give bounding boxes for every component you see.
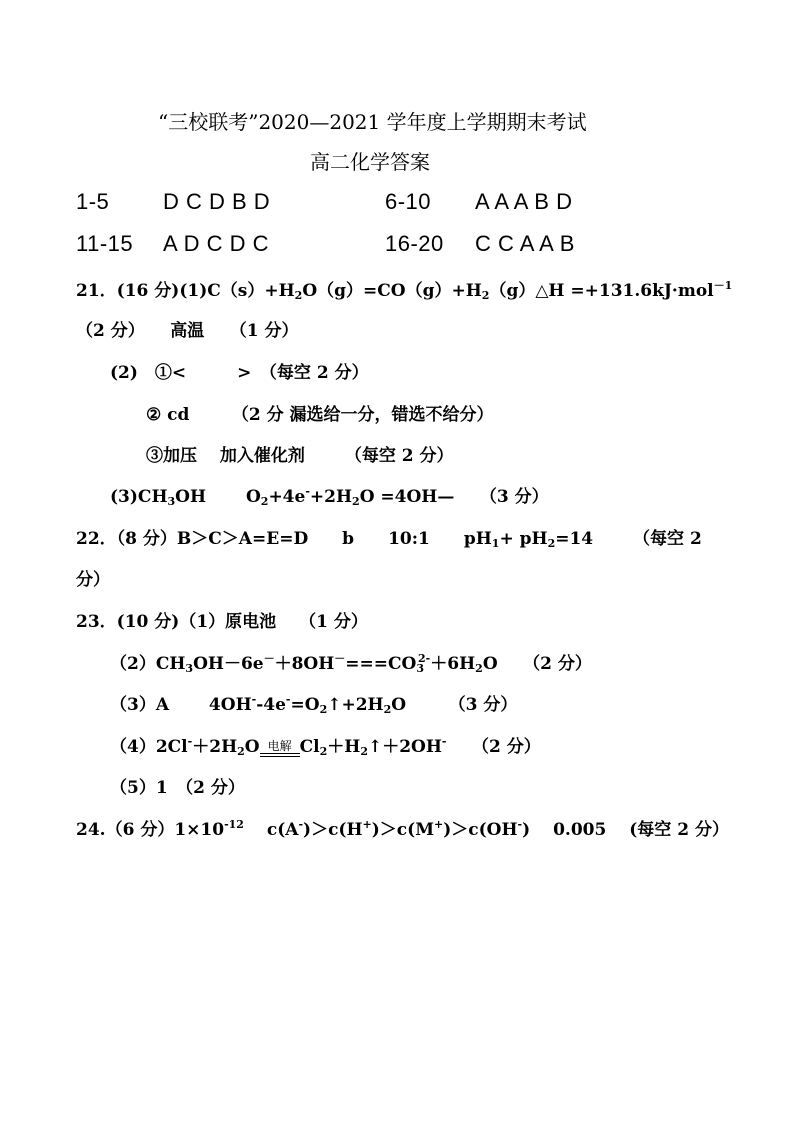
subscript: 2 (319, 745, 328, 758)
subscript: 2 (260, 495, 269, 508)
q23-text: ＋6H (430, 654, 476, 674)
q24-text: )＞c(H (303, 820, 363, 840)
q23-line-2 (110, 649, 592, 675)
superscript: － (263, 652, 275, 665)
superscript: - (251, 693, 257, 706)
q21-text: +4e (268, 487, 306, 507)
superscript: 2- (418, 652, 431, 665)
mc-answers-16-20: C C A A B (475, 231, 575, 256)
q21-text: (3)CH (110, 487, 168, 507)
q21-text: OH O (175, 487, 261, 507)
superscript: + (434, 818, 444, 831)
superscript: - (298, 818, 304, 831)
q22-text: + pH (499, 529, 548, 549)
q23-text: ===CO (345, 654, 417, 674)
superscript: － (334, 652, 346, 665)
q23-text: O （2 分） (482, 654, 592, 674)
subscript: 2 (481, 289, 490, 302)
subscript: 2 (237, 745, 245, 758)
superscript: + (362, 818, 372, 831)
q23-text: ＋8OH (274, 654, 335, 674)
mc-range-6-10: 6-10 (385, 189, 432, 214)
superscript: - (305, 485, 310, 498)
mc-answers-6-10: A A A B D (475, 189, 573, 214)
q23-text: （4）2Cl (110, 737, 188, 757)
q23-line-4 (110, 732, 541, 758)
mc-range-16-20: 16-20 (385, 231, 444, 256)
q21-text: +2H (309, 487, 353, 507)
q24-text: )＞c(OH (443, 820, 518, 840)
q23-text: =O (290, 695, 320, 715)
q23-text: -4e (256, 695, 286, 715)
superscript: - (441, 735, 447, 748)
subscript: 2 (294, 289, 303, 302)
q21-text: O（g）=CO（g）+H (302, 281, 482, 301)
q24-line-1 (76, 815, 729, 840)
q21-line-4: ② cd （2 分 漏选给一分，错选不给分） (146, 405, 494, 425)
q21-line-5: ③加压 加入催化剂 （每空 2 分） (146, 446, 454, 466)
condition-label: 电解 (267, 739, 292, 753)
subscript: 2 (383, 703, 392, 716)
q24-text: 24.（6 分）1×10 (76, 820, 225, 840)
page-subtitle: 高二化学答案 (310, 150, 430, 174)
superscript: - (285, 693, 291, 706)
q21-text: O =4OH— （3 分） (359, 487, 549, 507)
mc-answers-1-5: D C D B D (163, 189, 271, 214)
q21-line-3: (2) ①< > （每空 2 分） (110, 363, 369, 383)
q22-text: 22．（8 分）B＞C＞A=E=D b 10:1 pH (76, 529, 492, 549)
subscript: 2 (475, 662, 483, 675)
q23-text: O （3 分） (391, 695, 518, 715)
superscript: - (517, 818, 523, 831)
q23-text: ↑+2H (327, 695, 384, 715)
q23-text: O (244, 737, 260, 757)
q22-line-1 (76, 524, 702, 550)
superscript: - (187, 735, 193, 748)
subscript: 2 (319, 703, 328, 716)
q24-text: c(A (243, 820, 299, 840)
q22-text: =14 （每空 2 (555, 529, 702, 549)
electrolysis-condition (260, 739, 300, 757)
q23-line-5: （5）1 （2 分） (110, 778, 245, 798)
subscript: 2 (360, 745, 368, 758)
q23-line-3 (110, 690, 517, 716)
q23-text: ＋H (327, 737, 361, 757)
q23-line-1: 23．(10 分)（1）原电池 （1 分） (76, 612, 368, 632)
q23-text: ↑＋2OH (367, 737, 442, 757)
subscript: 2 (547, 537, 556, 550)
equals-bar (260, 753, 300, 757)
q21-text: 21．(16 分)(1)C（s）+H (76, 281, 295, 301)
mc-range-1-5: 1-5 (76, 189, 110, 214)
q23-text: OH－6e (193, 654, 264, 674)
mc-range-11-15: 11-15 (76, 231, 134, 256)
q23-text: （3）A 4OH (110, 695, 252, 715)
subscript: 3 (167, 495, 176, 508)
subscript: 1 (491, 537, 500, 550)
q21-line-6 (110, 482, 549, 508)
subscript: 3 (416, 662, 425, 675)
q21-line-2: （2 分） 高温 （1 分） (76, 321, 299, 341)
q23-text: （2 分） (446, 737, 541, 757)
superscript: －1 (713, 279, 733, 292)
mc-answers-11-15: A D C D C (163, 231, 269, 256)
q23-text: ＋2H (192, 737, 238, 757)
superscript: -12 (224, 818, 244, 831)
q24-text: )＞c(M (371, 820, 435, 840)
q23-text: Cl (299, 737, 320, 757)
q22-line-2: 分） (76, 570, 110, 590)
q21-line-1 (76, 276, 732, 302)
page-title: “三校联考”2020—2021 学年度上学期期末考试 (158, 110, 587, 134)
q21-text: （g）△H =+131.6kJ·mol (489, 281, 714, 301)
subscript: 3 (185, 662, 194, 675)
q23-text: （2）CH (110, 654, 186, 674)
subscript: 2 (352, 495, 360, 508)
q24-text: ) 0.005 (每空 2 分） (522, 820, 729, 840)
